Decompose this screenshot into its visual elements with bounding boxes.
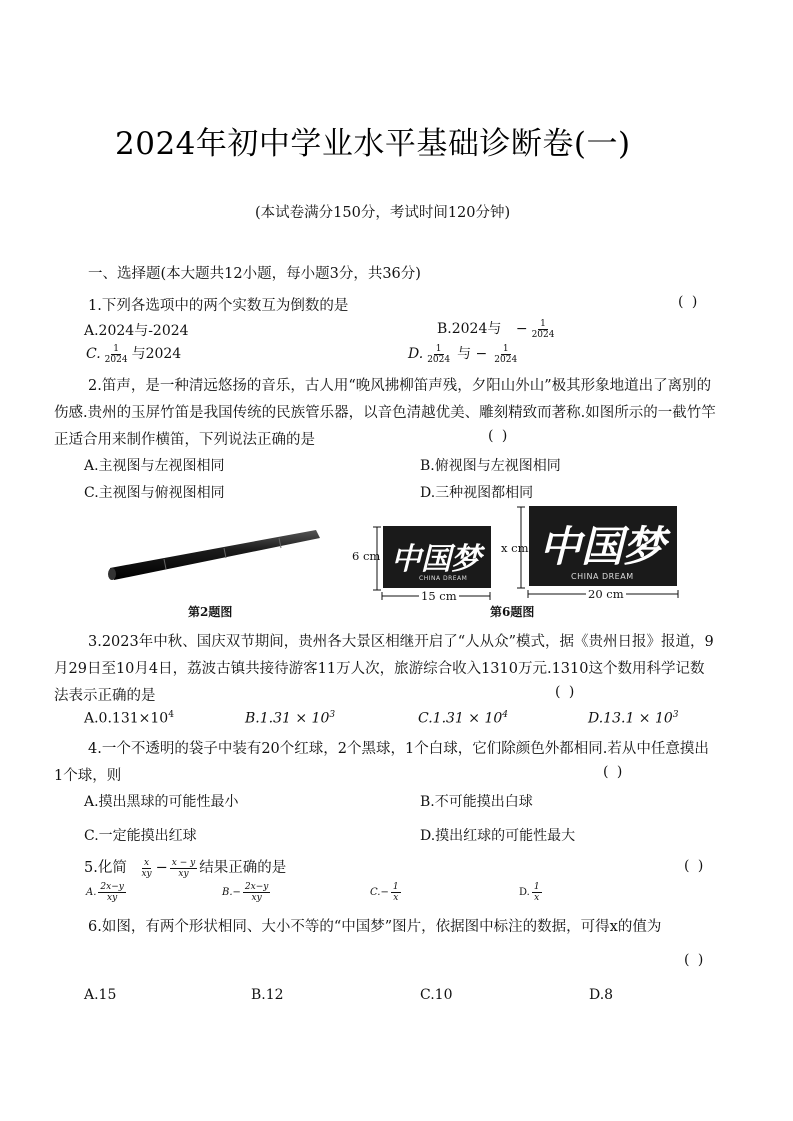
fraction-denominator: 2024 [531, 329, 555, 340]
q1-option-c-fraction [103, 344, 130, 365]
q3-line-1: 3.2023年中秋、国庆双节期间，贵州各大景区相继开启了“人从众”模式，据《贵州日报》报道，9 [88, 634, 714, 650]
q2-line-3: 正适合用来制作横笛，下列说法正确的是 [54, 432, 315, 448]
fraction-numerator: 1 [502, 343, 509, 354]
q3-option-d[interactable] [588, 710, 679, 727]
bamboo-end [108, 568, 116, 580]
bamboo-body [110, 530, 320, 580]
figure-2-caption: 第2题图 [188, 605, 233, 619]
fraction-numerator: 1 [533, 882, 540, 892]
fraction-denominator: xy [141, 868, 152, 879]
q3-option-b-base: B.1.31 × 10 [245, 710, 330, 727]
q5-answer-paren: ( ) [684, 858, 706, 874]
q3-option-a-base: A.0.131×10 [84, 710, 169, 727]
q1-option-c-suffix: 与2024 [131, 346, 182, 362]
q4-option-d[interactable]: D.摸出红球的可能性最大 [420, 828, 576, 844]
exam-note: (本试卷满分150分，考试时间120分钟) [255, 205, 511, 221]
big-logo-text: 中国梦 [539, 522, 666, 571]
q5-option-d[interactable] [519, 882, 544, 903]
q6-option-b[interactable]: B.12 [251, 987, 284, 1003]
page-title: 2024年初中学业水平基础诊断卷(一) [115, 126, 631, 162]
figure-6-caption: 第6题图 [490, 605, 535, 619]
fraction-numerator: 1 [392, 882, 399, 892]
small-china-dream-image [383, 526, 491, 588]
q5-stem-prefix: 5.化简 [84, 860, 127, 876]
q5-option-a-fraction [98, 882, 125, 903]
q5-option-d-fraction [532, 882, 542, 903]
q1-option-d-fraction-1 [425, 344, 452, 365]
small-height-label: 6 cm [352, 549, 381, 563]
q1-option-d-mid: 与 − [457, 346, 488, 362]
q1-option-c-prefix: C. [86, 346, 101, 362]
q2-line-2: 伤感.贵州的玉屏竹笛是我国传统的民族管乐器，以音色清越优美、雕刻精致而著称.如图所示的一截竹竿 [54, 405, 716, 421]
fraction-numerator: 1 [540, 318, 546, 329]
q4-option-b[interactable]: B.不可能摸出白球 [420, 794, 533, 810]
q6-stem: 6.如图，有两个形状相同、大小不等的“中国梦”图片，依据图中标注的数据，可得x的值为 [88, 919, 662, 935]
q4-option-a[interactable]: A.摸出黑球的可能性最小 [84, 794, 239, 810]
q3-option-a[interactable] [84, 710, 174, 727]
q3-line-2: 月29日至10月4日，荔波古镇共接待游客11万人次，旅游综合收入1310万元.1310这个数用科学记数 [54, 661, 705, 677]
q6-answer-paren: ( ) [684, 952, 706, 968]
q5-option-b-label: B.− [222, 887, 241, 898]
small-width-label: 15 cm [421, 589, 457, 603]
q5-fraction-2 [170, 858, 197, 879]
q1-option-d-fraction-2 [492, 344, 519, 365]
q1-option-a[interactable]: A.2024与-2024 [84, 323, 189, 339]
fraction-numerator: 2x−y [244, 882, 269, 892]
q5-minus: − [155, 860, 168, 876]
fraction-denominator: xy [107, 893, 118, 903]
q1-option-b[interactable] [437, 318, 558, 340]
q4-answer-paren: ( ) [603, 764, 625, 780]
fraction-numerator: 2x−y [100, 882, 124, 892]
q5-option-b-fraction [243, 882, 270, 903]
q4-line-1: 4.一个不透明的袋子中装有20个红球，2个黑球，1个白球，它们除颜色外都相同.若从中任意摸出 [88, 741, 709, 757]
q1-answer-paren: ( ) [678, 294, 700, 310]
fraction-denominator: xy [251, 893, 262, 903]
q5-option-c-fraction [391, 882, 401, 903]
q5-stem-suffix: 结果正确的是 [199, 860, 287, 876]
fraction-denominator: xy [178, 868, 189, 879]
fraction-numerator: x − y [171, 857, 196, 868]
fraction-numerator: 1 [113, 343, 119, 354]
fraction-numerator: x [144, 857, 150, 868]
big-height-label: x cm [501, 541, 529, 555]
q2-answer-paren: ( ) [488, 428, 510, 444]
q5-option-c-label: C.− [370, 887, 389, 898]
q3-line-3: 法表示正确的是 [54, 688, 156, 704]
q2-option-d[interactable]: D.三种视图都相同 [420, 485, 534, 501]
q5-option-a-label: A. [86, 887, 97, 898]
q5-option-a[interactable] [86, 882, 128, 903]
q3-option-c[interactable] [418, 710, 508, 727]
q1-option-b-fraction [530, 319, 557, 340]
q3-answer-paren: ( ) [555, 684, 577, 700]
fraction-numerator: 1 [435, 343, 442, 354]
q3-option-b-exponent: 3 [329, 710, 336, 720]
q5-option-c[interactable] [370, 882, 403, 903]
q5-option-b[interactable] [222, 882, 272, 903]
fraction-denominator: 2024 [427, 354, 451, 365]
fraction-denominator: x [534, 893, 540, 903]
q3-option-c-exponent: 4 [502, 710, 509, 720]
q2-line-1: 2.笛声，是一种清远悠扬的音乐，古人用“晚风拂柳笛声残，夕阳山外山”极其形象地道出了离别的 [88, 378, 712, 394]
q5-stem [84, 856, 286, 879]
q3-option-b[interactable] [245, 710, 335, 727]
fraction-denominator: 2024 [104, 354, 128, 365]
q2-option-c[interactable]: C.主视图与俯视图相同 [84, 485, 225, 501]
q4-option-c[interactable]: C.一定能摸出红球 [84, 828, 197, 844]
big-logo-subtext: CHINA DREAM [571, 572, 634, 581]
big-width-label: 20 cm [588, 587, 624, 601]
q3-option-c-base: C.1.31 × 10 [418, 710, 503, 727]
bamboo-figure [104, 524, 324, 584]
q3-option-d-base: D.13.1 × 10 [588, 710, 673, 727]
q5-option-d-label: D. [519, 887, 530, 898]
q2-option-a[interactable]: A.主视图与左视图相同 [84, 458, 225, 474]
big-china-dream-image [529, 506, 677, 586]
q1-option-d[interactable] [408, 343, 521, 365]
q6-option-c[interactable]: C.10 [420, 987, 453, 1003]
q5-fraction-1 [139, 858, 153, 879]
fraction-denominator: 2024 [494, 354, 518, 365]
q3-option-a-exponent: 4 [168, 710, 174, 720]
q6-option-d[interactable]: D.8 [589, 987, 614, 1003]
small-logo-subtext: CHINA DREAM [419, 575, 468, 582]
small-logo-text: 中国梦 [391, 542, 481, 577]
q4-line-2: 1个球，则 [54, 768, 122, 784]
fraction-denominator: x [393, 893, 399, 903]
q1-option-d-prefix: D. [408, 346, 424, 362]
q1-stem: 1.下列各选项中的两个实数互为倒数的是 [88, 298, 349, 314]
q6-option-a[interactable]: A.15 [84, 987, 117, 1003]
q3-option-d-exponent: 3 [672, 710, 679, 720]
section-heading: 一、选择题(本大题共12小题，每小题3分，共36分) [88, 266, 421, 282]
q1-option-b-minus: − [515, 321, 528, 337]
q2-option-b[interactable]: B.俯视图与左视图相同 [420, 458, 561, 474]
q1-option-c[interactable] [86, 343, 181, 365]
q1-option-b-prefix: B.2024与 [437, 321, 502, 337]
